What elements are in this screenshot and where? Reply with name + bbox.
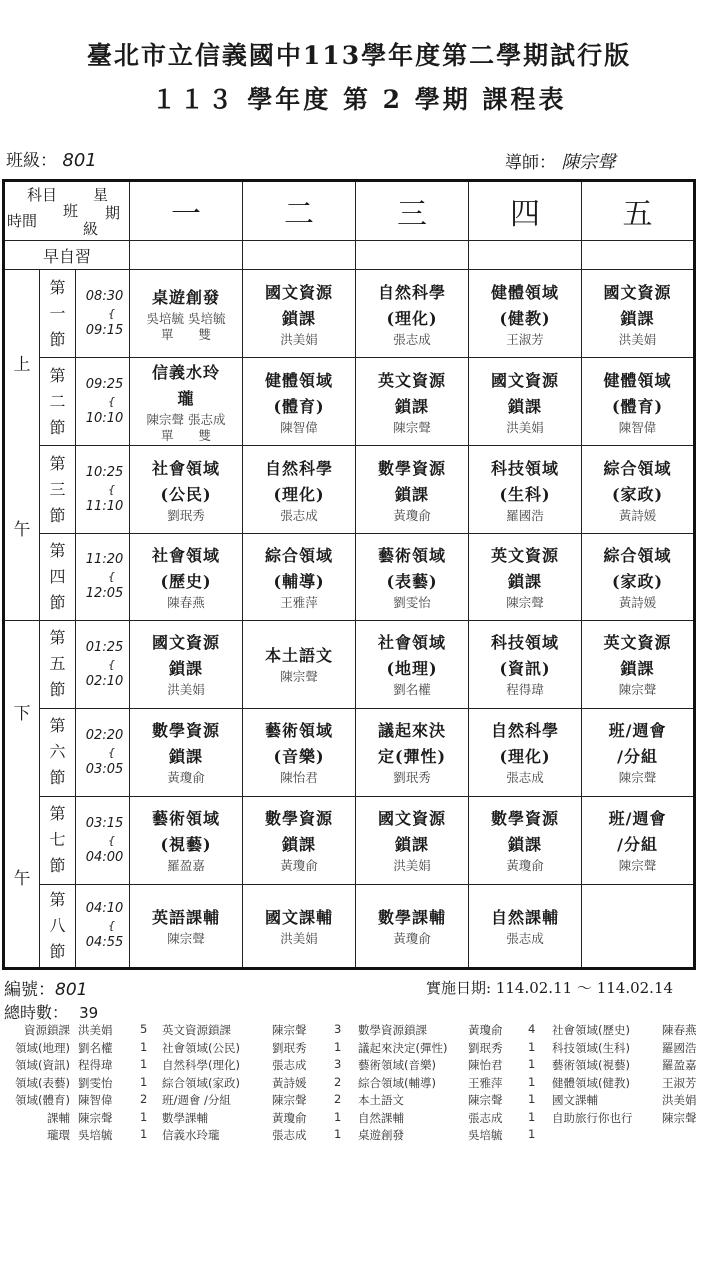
summary-cell: 領域(資訊) bbox=[15, 1058, 70, 1072]
schedule-id bbox=[4, 975, 87, 1000]
summary-cell: 1 bbox=[528, 1092, 536, 1106]
summary-cell: 自然課輔 bbox=[358, 1110, 404, 1125]
period-time bbox=[76, 358, 130, 446]
class-cell bbox=[243, 446, 356, 534]
course-teacher: 張志成 bbox=[280, 507, 318, 523]
summary-cell: 桌遊創發 bbox=[358, 1128, 404, 1142]
course-teacher: 張志成 bbox=[506, 930, 544, 946]
summary-cell: 1 bbox=[528, 1074, 536, 1089]
corner-cell bbox=[4, 181, 130, 241]
period-time-sep: { bbox=[108, 745, 116, 759]
period-row bbox=[4, 270, 695, 358]
summary-cell: 1 bbox=[140, 1109, 148, 1124]
course-subject: 數學資源 鎖課 bbox=[265, 809, 334, 855]
course-teacher: 陳智偉 bbox=[618, 419, 657, 435]
summary-cell: 英文資源鎖課 bbox=[162, 1023, 231, 1037]
period-row bbox=[4, 534, 695, 620]
summary-cell: 議起來決定(彈性) bbox=[358, 1040, 448, 1055]
course-teacher: 黃詩媛 bbox=[618, 507, 657, 523]
course-teacher: 王雅萍 bbox=[280, 594, 318, 610]
summary-cell: 吳培毓 bbox=[78, 1128, 113, 1142]
period-row bbox=[4, 708, 695, 796]
period-time bbox=[76, 446, 130, 534]
summary-cell: 資源鎖課 bbox=[24, 1023, 70, 1037]
period-time-start: 02:20 bbox=[85, 727, 124, 743]
course-teacher: 陳宗聲 張志成 單 雙 bbox=[146, 411, 226, 443]
class-info bbox=[6, 146, 97, 171]
class-cell bbox=[582, 358, 695, 446]
class-cell bbox=[130, 620, 243, 708]
summary-cell: 陳宗聲 bbox=[272, 1023, 307, 1037]
summary-cell: 綜合領域(輔導) bbox=[358, 1075, 436, 1090]
day-header-mon: 一 bbox=[130, 181, 243, 241]
course-teacher: 劉雯怡 bbox=[393, 594, 431, 610]
document-title: 臺北市立信義國中113學年度第二學期試行版 bbox=[86, 41, 632, 70]
class-cell bbox=[469, 270, 582, 358]
course-teacher: 洪美娟 bbox=[506, 419, 544, 435]
afternoon-half-label bbox=[4, 620, 40, 968]
course-teacher: 陳宗聲 bbox=[393, 419, 431, 435]
course-subject: 國文課輔 bbox=[265, 907, 334, 927]
summary-cell: 陳宗聲 bbox=[468, 1093, 503, 1107]
summary-cell: 社會領域(歷史) bbox=[552, 1023, 630, 1037]
course-teacher: 黃瓊俞 bbox=[393, 507, 431, 523]
total-hours bbox=[4, 1000, 98, 1023]
course-teacher: 洪美娟 bbox=[280, 930, 318, 946]
class-cell bbox=[469, 446, 582, 534]
period-time-start: 08:30 bbox=[85, 289, 124, 305]
summary-cell: 程得瑋 bbox=[78, 1058, 113, 1072]
period-row bbox=[4, 796, 695, 884]
period-time-end: 04:55 bbox=[85, 935, 124, 951]
period-time bbox=[76, 270, 130, 358]
course-teacher: 黃瓊俞 bbox=[506, 858, 544, 874]
class-cell bbox=[130, 796, 243, 884]
course-subject: 本土語文 bbox=[265, 646, 334, 666]
summary-cell: 綜合領域(家政) bbox=[162, 1075, 240, 1090]
course-teacher: 洪美娟 bbox=[167, 682, 205, 698]
period-row bbox=[4, 620, 695, 708]
period-time-sep: { bbox=[108, 919, 116, 933]
corner-week-xing: 星 bbox=[93, 186, 109, 205]
course-teacher: 洪美娟 bbox=[618, 331, 657, 347]
summary-cell: 王淑芳 bbox=[662, 1075, 697, 1090]
class-cell bbox=[130, 708, 243, 796]
class-cell bbox=[243, 884, 356, 968]
period-time-sep: { bbox=[108, 570, 116, 584]
day-header-thu: 四 bbox=[469, 181, 582, 241]
class-cell bbox=[243, 796, 356, 884]
course-subject: 國文資源 鎖課 bbox=[265, 282, 334, 328]
half-label-top: 下 bbox=[13, 703, 31, 724]
schedule-id-label: 編號： bbox=[4, 980, 55, 1000]
course-subject: 社會領域 (地理) bbox=[378, 633, 447, 679]
period-time-end: 02:10 bbox=[85, 673, 124, 689]
period-time-sep: { bbox=[108, 307, 116, 321]
period-time-sep: { bbox=[108, 833, 116, 847]
course-subject: 健體領域 (體育) bbox=[265, 370, 334, 416]
half-label-bottom: 午 bbox=[13, 519, 31, 540]
document-subtitle: １１３ 學年度 第 2 學期 課程表 bbox=[151, 85, 567, 114]
summary-cell: 1 bbox=[140, 1074, 148, 1089]
summary-cell: 陳智偉 bbox=[78, 1093, 113, 1107]
course-teacher: 黃瓊俞 bbox=[393, 930, 431, 946]
class-cell bbox=[469, 708, 582, 796]
period-row bbox=[4, 358, 695, 446]
class-cell bbox=[356, 358, 469, 446]
summary-cell: 領域(表藝) bbox=[15, 1075, 70, 1090]
course-teacher: 陳宗聲 bbox=[167, 930, 205, 946]
period-number: 第 二 節 bbox=[40, 358, 76, 446]
course-teacher: 張志成 bbox=[506, 770, 544, 786]
period-time bbox=[76, 884, 130, 968]
period-time-end: 09:15 bbox=[85, 323, 124, 339]
course-subject: 國文資源 鎖課 bbox=[378, 809, 447, 855]
course-subject: 信義水玲 瓏 bbox=[152, 362, 221, 408]
class-cell bbox=[469, 796, 582, 884]
day-header-wed: 三 bbox=[356, 181, 469, 241]
summary-cell: 吳培毓 bbox=[468, 1128, 503, 1142]
summary-cell: 1 bbox=[528, 1109, 536, 1124]
period-row bbox=[4, 446, 695, 534]
corner-subject-ke: 科目 bbox=[27, 186, 58, 205]
summary-cell: 課輔 bbox=[47, 1110, 70, 1125]
period-number: 第 七 節 bbox=[40, 796, 76, 884]
morning-study-row bbox=[4, 241, 695, 270]
summary-cell: 黃瓊俞 bbox=[272, 1110, 307, 1125]
morning-study-label: 早自習 bbox=[4, 241, 130, 270]
summary-cell: 陳宗聲 bbox=[78, 1110, 113, 1125]
summary-cell: 張志成 bbox=[272, 1058, 307, 1072]
summary-cell: 王雅萍 bbox=[468, 1075, 503, 1090]
class-cell bbox=[582, 796, 695, 884]
period-time-sep: { bbox=[108, 657, 116, 671]
day-header-tue: 二 bbox=[243, 181, 356, 241]
class-cell bbox=[469, 534, 582, 620]
class-cell bbox=[130, 884, 243, 968]
class-cell bbox=[130, 446, 243, 534]
period-time-start: 01:25 bbox=[85, 639, 124, 655]
period-time-end: 11:10 bbox=[85, 499, 124, 515]
period-time-start: 10:25 bbox=[85, 465, 124, 481]
course-subject: 健體領域 (健教) bbox=[491, 282, 560, 328]
period-rows bbox=[4, 270, 695, 969]
course-subject: 英文資源 鎖課 bbox=[491, 545, 560, 591]
course-teacher: 劉珉秀 bbox=[167, 507, 205, 523]
class-cell bbox=[356, 620, 469, 708]
summary-cell: 劉珉秀 bbox=[272, 1040, 307, 1055]
class-cell bbox=[130, 270, 243, 358]
summary-cell: 劉雯怡 bbox=[78, 1075, 113, 1090]
summary-cell: 陳春燕 bbox=[662, 1023, 697, 1037]
summary-cell: 陳宗聲 bbox=[272, 1093, 307, 1107]
summary-row bbox=[0, 1075, 718, 1093]
class-cell bbox=[582, 708, 695, 796]
period-time-end: 04:00 bbox=[85, 849, 124, 865]
course-teacher: 陳宗聲 bbox=[618, 770, 657, 786]
period-time-start: 03:15 bbox=[85, 815, 124, 831]
class-cell bbox=[243, 270, 356, 358]
course-teacher: 陳怡君 bbox=[280, 770, 318, 786]
period-time-sep: { bbox=[108, 483, 116, 497]
period-row bbox=[4, 884, 695, 968]
summary-cell: 1 bbox=[528, 1127, 536, 1141]
course-subject: 數學資源 鎖課 bbox=[491, 809, 560, 855]
course-teacher: 黃瓊俞 bbox=[167, 770, 205, 786]
course-subject: 健體領域 (體育) bbox=[603, 370, 672, 416]
period-time bbox=[76, 796, 130, 884]
period-number: 第 一 節 bbox=[40, 270, 76, 358]
period-time bbox=[76, 534, 130, 620]
class-cell bbox=[469, 620, 582, 708]
course-teacher: 羅盈嘉 bbox=[167, 858, 205, 874]
class-cell bbox=[243, 534, 356, 620]
course-teacher: 陳宗聲 bbox=[618, 858, 657, 874]
course-teacher: 黃詩媛 bbox=[618, 594, 657, 610]
teacher-hours-summary bbox=[0, 1022, 718, 1145]
class-cell bbox=[130, 358, 243, 446]
class-cell bbox=[356, 796, 469, 884]
course-subject: 桌遊創發 bbox=[152, 287, 221, 307]
summary-row bbox=[0, 1040, 718, 1058]
period-time-start: 11:20 bbox=[85, 552, 124, 568]
course-teacher: 陳宗聲 bbox=[618, 682, 657, 698]
summary-cell: 藝術領域(音樂) bbox=[358, 1058, 436, 1072]
period-number: 第 八 節 bbox=[40, 884, 76, 968]
class-cell bbox=[582, 884, 695, 968]
course-subject: 班/週會 /分組 bbox=[608, 721, 667, 767]
teacher-value: 陳宗聲 bbox=[561, 152, 616, 173]
course-subject: 綜合領域 (輔導) bbox=[265, 545, 334, 591]
summary-cell: 自助旅行你也行 bbox=[552, 1110, 633, 1125]
class-cell bbox=[243, 708, 356, 796]
course-teacher: 洪美娟 bbox=[393, 858, 431, 874]
course-subject: 自然科學 (理化) bbox=[378, 282, 447, 328]
course-subject: 英語課輔 bbox=[152, 907, 221, 927]
course-subject: 科技領域 (資訊) bbox=[491, 633, 560, 679]
summary-cell: 1 bbox=[334, 1039, 342, 1054]
timetable bbox=[2, 179, 696, 970]
course-teacher: 王淑芳 bbox=[506, 331, 544, 347]
morning-half-label bbox=[4, 270, 40, 620]
class-cell bbox=[582, 534, 695, 620]
summary-cell: 黃詩媛 bbox=[272, 1075, 307, 1090]
course-subject: 自然科學 (理化) bbox=[265, 458, 334, 504]
course-subject: 班/週會 /分組 bbox=[608, 809, 667, 855]
course-subject: 綜合領域 (家政) bbox=[603, 545, 672, 591]
schedule-id-value: 801 bbox=[55, 980, 88, 1000]
course-subject: 英文資源 鎖課 bbox=[603, 633, 672, 679]
course-subject: 數學資源 鎖課 bbox=[152, 721, 221, 767]
class-cell bbox=[243, 620, 356, 708]
class-cell bbox=[582, 620, 695, 708]
summary-cell: 瓏環 bbox=[47, 1128, 70, 1142]
period-number: 第 五 節 bbox=[40, 620, 76, 708]
course-subject: 藝術領域 (視藝) bbox=[152, 809, 221, 855]
effective-date: 實施日期: 114.02.11 〜 114.02.14 bbox=[426, 979, 674, 997]
period-time-start: 09:25 bbox=[85, 377, 124, 393]
summary-cell: 藝術領域(視藝) bbox=[552, 1058, 630, 1072]
course-teacher: 陳智偉 bbox=[280, 419, 318, 435]
course-subject: 社會領域 (歷史) bbox=[152, 545, 221, 591]
summary-cell: 科技領域(生科) bbox=[552, 1040, 630, 1055]
course-subject: 國文資源 鎖課 bbox=[603, 282, 672, 328]
summary-row bbox=[0, 1057, 718, 1075]
class-cell bbox=[582, 270, 695, 358]
total-hours-value: 39 bbox=[79, 1004, 99, 1022]
period-time-sep: { bbox=[108, 395, 116, 409]
period-time-end: 12:05 bbox=[85, 586, 124, 602]
teacher-label: 導師： bbox=[505, 153, 556, 173]
summary-cell: 1 bbox=[334, 1127, 342, 1141]
course-subject: 國文資源 鎖課 bbox=[491, 370, 560, 416]
course-teacher: 羅國浩 bbox=[506, 507, 544, 523]
total-hours-label: 總時數： bbox=[4, 1003, 69, 1022]
class-cell bbox=[356, 270, 469, 358]
period-time bbox=[76, 620, 130, 708]
summary-row bbox=[0, 1127, 718, 1145]
half-label-top: 上 bbox=[13, 354, 31, 375]
class-cell bbox=[356, 708, 469, 796]
summary-cell: 1 bbox=[528, 1039, 536, 1054]
course-teacher: 陳宗聲 bbox=[506, 594, 544, 610]
summary-cell: 陳宗聲 bbox=[662, 1110, 697, 1125]
summary-cell: 洪美娟 bbox=[78, 1023, 113, 1037]
summary-cell: 2 bbox=[140, 1092, 148, 1106]
course-subject: 社會領域 (公民) bbox=[152, 458, 221, 504]
class-cell bbox=[469, 884, 582, 968]
summary-cell: 陳怡君 bbox=[468, 1058, 503, 1072]
class-value: 801 bbox=[62, 150, 97, 171]
summary-cell: 3 bbox=[334, 1057, 342, 1071]
summary-cell: 黃瓊俞 bbox=[468, 1023, 503, 1037]
summary-row bbox=[0, 1092, 718, 1110]
summary-cell: 數學課輔 bbox=[162, 1110, 208, 1125]
summary-cell: 3 bbox=[334, 1022, 342, 1036]
course-subject: 自然科學 (理化) bbox=[491, 721, 560, 767]
summary-cell: 1 bbox=[334, 1109, 342, 1124]
course-subject: 科技領域 (生科) bbox=[491, 458, 560, 504]
course-subject: 藝術領域 (音樂) bbox=[265, 721, 334, 767]
corner-ji: 級 bbox=[83, 220, 99, 239]
summary-cell: 健體領域(健教) bbox=[552, 1075, 630, 1090]
course-teacher: 陳春燕 bbox=[167, 594, 205, 610]
course-subject: 數學課輔 bbox=[378, 907, 447, 927]
period-number: 第 三 節 bbox=[40, 446, 76, 534]
summary-row bbox=[0, 1110, 718, 1128]
class-cell bbox=[243, 358, 356, 446]
summary-cell: 信義水玲瓏 bbox=[162, 1128, 220, 1142]
course-subject: 綜合領域 (家政) bbox=[603, 458, 672, 504]
summary-cell: 劉珉秀 bbox=[468, 1040, 503, 1055]
day-header-fri: 五 bbox=[582, 181, 695, 241]
summary-cell: 5 bbox=[140, 1022, 148, 1036]
period-number: 第 四 節 bbox=[40, 534, 76, 620]
class-cell bbox=[469, 358, 582, 446]
teacher-info bbox=[505, 148, 615, 174]
summary-cell: 社會領域(公民) bbox=[162, 1040, 240, 1055]
summary-cell: 國文課輔 bbox=[552, 1093, 598, 1107]
course-teacher: 洪美娟 bbox=[280, 331, 318, 347]
course-subject: 自然課輔 bbox=[491, 907, 560, 927]
corner-ban: 班 bbox=[63, 202, 79, 221]
class-cell bbox=[356, 446, 469, 534]
course-subject: 英文資源 鎖課 bbox=[378, 370, 447, 416]
course-teacher: 張志成 bbox=[393, 331, 431, 347]
course-subject: 數學資源 鎖課 bbox=[378, 458, 447, 504]
summary-cell: 洪美娟 bbox=[662, 1093, 697, 1107]
summary-cell: 1 bbox=[140, 1039, 148, 1054]
summary-cell: 2 bbox=[334, 1074, 342, 1089]
summary-cell: 領域(地理) bbox=[15, 1040, 70, 1055]
course-teacher: 劉名權 bbox=[393, 682, 431, 698]
course-teacher: 陳宗聲 bbox=[280, 669, 318, 685]
summary-cell: 領域(體育) bbox=[15, 1093, 70, 1107]
summary-cell: 數學資源鎖課 bbox=[358, 1023, 427, 1037]
summary-cell: 張志成 bbox=[272, 1128, 307, 1142]
summary-cell: 羅盈嘉 bbox=[662, 1058, 697, 1072]
class-cell bbox=[356, 534, 469, 620]
course-subject: 藝術領域 (表藝) bbox=[378, 545, 447, 591]
half-label-bottom: 午 bbox=[13, 868, 31, 889]
class-label: 班級： bbox=[6, 151, 57, 171]
summary-cell: 本土語文 bbox=[358, 1093, 404, 1107]
summary-cell: 1 bbox=[140, 1057, 148, 1071]
course-subject: 議起來決 定(彈性) bbox=[377, 721, 447, 767]
header-row bbox=[4, 181, 695, 241]
course-teacher: 黃瓊俞 bbox=[280, 858, 318, 874]
summary-cell: 羅國浩 bbox=[662, 1040, 697, 1055]
course-teacher: 程得瑋 bbox=[506, 682, 544, 698]
corner-qi: 期 bbox=[105, 204, 121, 223]
course-teacher: 劉珉秀 bbox=[393, 770, 431, 786]
class-cell bbox=[130, 534, 243, 620]
summary-cell: 2 bbox=[334, 1092, 342, 1106]
period-time-end: 03:05 bbox=[85, 761, 124, 777]
period-time-end: 10:10 bbox=[85, 411, 124, 427]
summary-cell: 劉名權 bbox=[78, 1040, 113, 1055]
summary-cell: 4 bbox=[528, 1022, 536, 1036]
course-subject: 國文資源 鎖課 bbox=[152, 633, 221, 679]
corner-time: 時間 bbox=[7, 212, 38, 231]
period-time bbox=[76, 708, 130, 796]
summary-cell: 自然科學(理化) bbox=[162, 1058, 240, 1072]
summary-cell: 班/週會 /分組 bbox=[162, 1093, 231, 1107]
summary-cell: 1 bbox=[528, 1057, 536, 1071]
period-time-start: 04:10 bbox=[85, 901, 124, 917]
course-teacher: 吳培毓 吳培毓 單 雙 bbox=[146, 310, 226, 342]
summary-cell: 張志成 bbox=[468, 1110, 503, 1125]
period-number: 第 六 節 bbox=[40, 708, 76, 796]
class-cell bbox=[356, 884, 469, 968]
summary-cell: 1 bbox=[140, 1127, 148, 1141]
class-cell bbox=[582, 446, 695, 534]
summary-row bbox=[0, 1022, 718, 1040]
